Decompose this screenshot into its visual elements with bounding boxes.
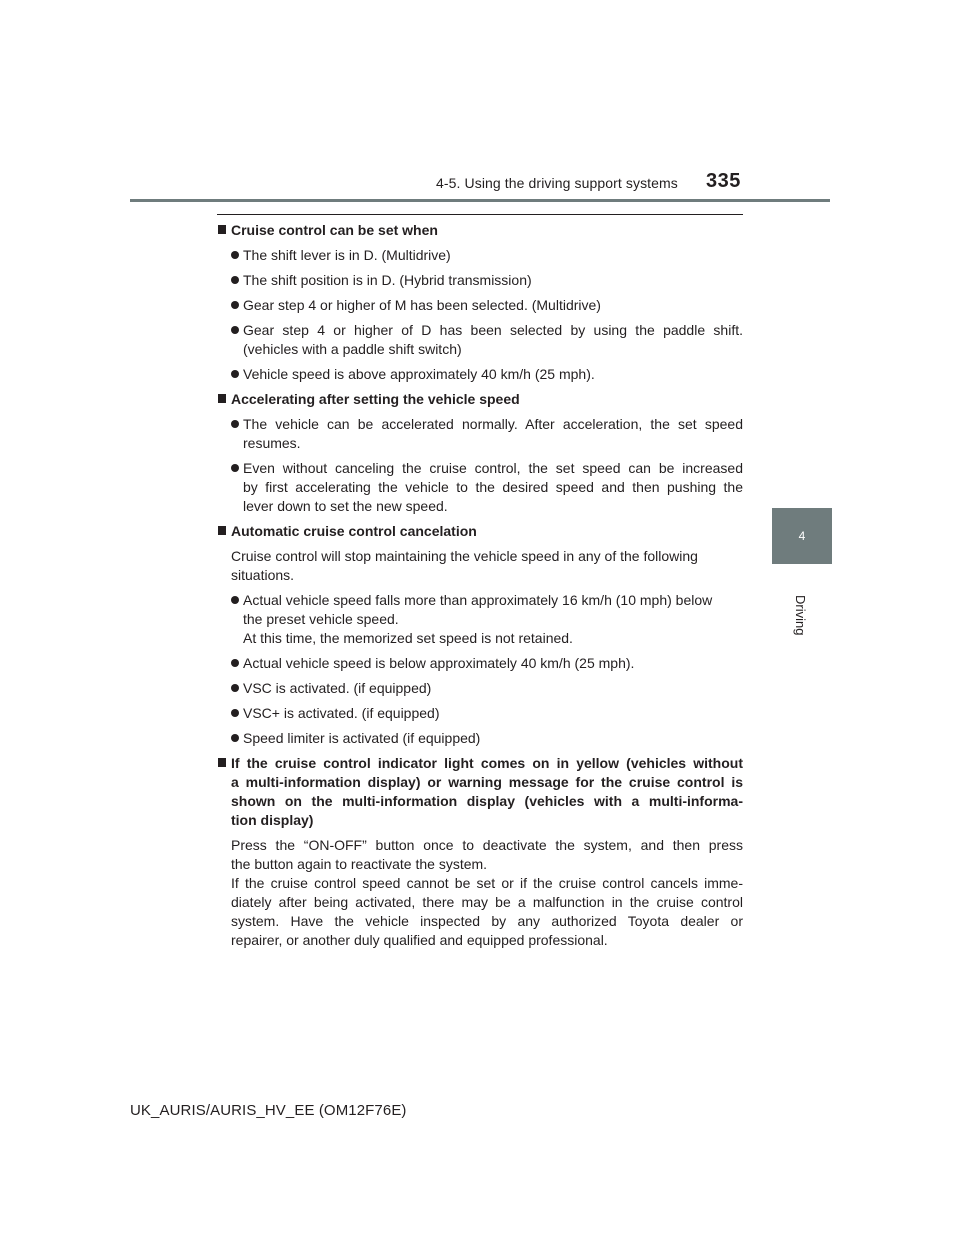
list-item: Gear step 4 or higher of M has been selected. (Multidrive) xyxy=(231,296,743,315)
round-bullet-icon xyxy=(231,659,239,667)
square-bullet-icon xyxy=(218,225,226,234)
round-bullet-icon xyxy=(231,734,239,742)
round-bullet-icon xyxy=(231,684,239,692)
square-bullet-icon xyxy=(218,526,226,535)
list-item: VSC is activated. (if equipped) xyxy=(231,679,743,698)
round-bullet-icon xyxy=(231,370,239,378)
list-item: Actual vehicle speed is below approximately 40 km/h (25 mph). xyxy=(231,654,743,673)
section-heading: Accelerating after setting the vehicle speed xyxy=(231,390,743,409)
round-bullet-icon xyxy=(231,464,239,472)
round-bullet-icon xyxy=(231,276,239,284)
running-header-section: 4-5. Using the driving support systems xyxy=(436,175,678,191)
list-item: Vehicle speed is above approximately 40 km/h (25 mph). xyxy=(231,365,743,384)
round-bullet-icon xyxy=(231,596,239,604)
page-body xyxy=(217,221,743,956)
square-bullet-icon xyxy=(218,758,226,767)
list-item: The shift position is in D. (Hybrid transmission) xyxy=(231,271,743,290)
section-intro: Cruise control will stop maintaining the vehicle speed in any of the following situations. xyxy=(231,548,698,583)
square-bullet-icon xyxy=(218,394,226,403)
section-automatic-cancelation xyxy=(217,522,743,748)
manual-code-footer: UK_AURIS/AURIS_HV_EE (OM12F76E) xyxy=(130,1102,407,1119)
round-bullet-icon xyxy=(231,301,239,309)
list-item: The shift lever is in D. (Multidrive) xyxy=(231,246,743,265)
round-bullet-icon xyxy=(231,420,239,428)
section-accelerating xyxy=(217,390,743,516)
list-item: Gear step 4 or higher of D has been selected by using the paddle shift. (vehicles with a paddle shift switch) xyxy=(231,321,743,359)
section-body: Press the “ON-OFF” button once to deactivate the system, and then press the button again to reactivate the system. If the cruise control speed cannot be set or if the cruise control cancels imme- diately after being activated, there may be a malfunction in the cruise control system. Have the vehicle inspected by any authorized Toyota dealer or repairer, or another duly qualified and equipped professional. xyxy=(231,837,743,948)
list-item: The vehicle can be accelerated normally. After acceleration, the set speed resumes. xyxy=(231,415,743,453)
round-bullet-icon xyxy=(231,326,239,334)
list-item: Speed limiter is activated (if equipped) xyxy=(231,729,743,748)
section-indicator-warning xyxy=(217,754,743,950)
section-heading: Cruise control can be set when xyxy=(231,221,743,240)
section-heading: Automatic cruise control cancelation xyxy=(231,522,743,541)
round-bullet-icon xyxy=(231,251,239,259)
round-bullet-icon xyxy=(231,709,239,717)
list-item: Actual vehicle speed falls more than approximately 16 km/h (10 mph) below the preset vehicle speed. At this time, the memorized set speed is not retained. xyxy=(231,591,743,648)
section-cruise-control-set xyxy=(217,221,743,384)
list-item: Even without canceling the cruise control, the set speed can be increased by first accelerating the vehicle to the desired speed and then pushing the lever down to set the new speed. xyxy=(231,459,743,516)
section-heading: If the cruise control indicator light comes on in yellow (vehicles without a multi-information display) or warning message for the cruise control is shown on the multi-information display (vehicles with a multi-informa- tion display) xyxy=(231,754,743,830)
header-rule xyxy=(130,199,830,202)
chapter-tab: 4 xyxy=(772,508,832,564)
list-item: VSC+ is activated. (if equipped) xyxy=(231,704,743,723)
content-top-rule xyxy=(217,214,743,215)
chapter-side-label: Driving xyxy=(793,595,808,636)
page-number: 335 xyxy=(706,170,741,192)
